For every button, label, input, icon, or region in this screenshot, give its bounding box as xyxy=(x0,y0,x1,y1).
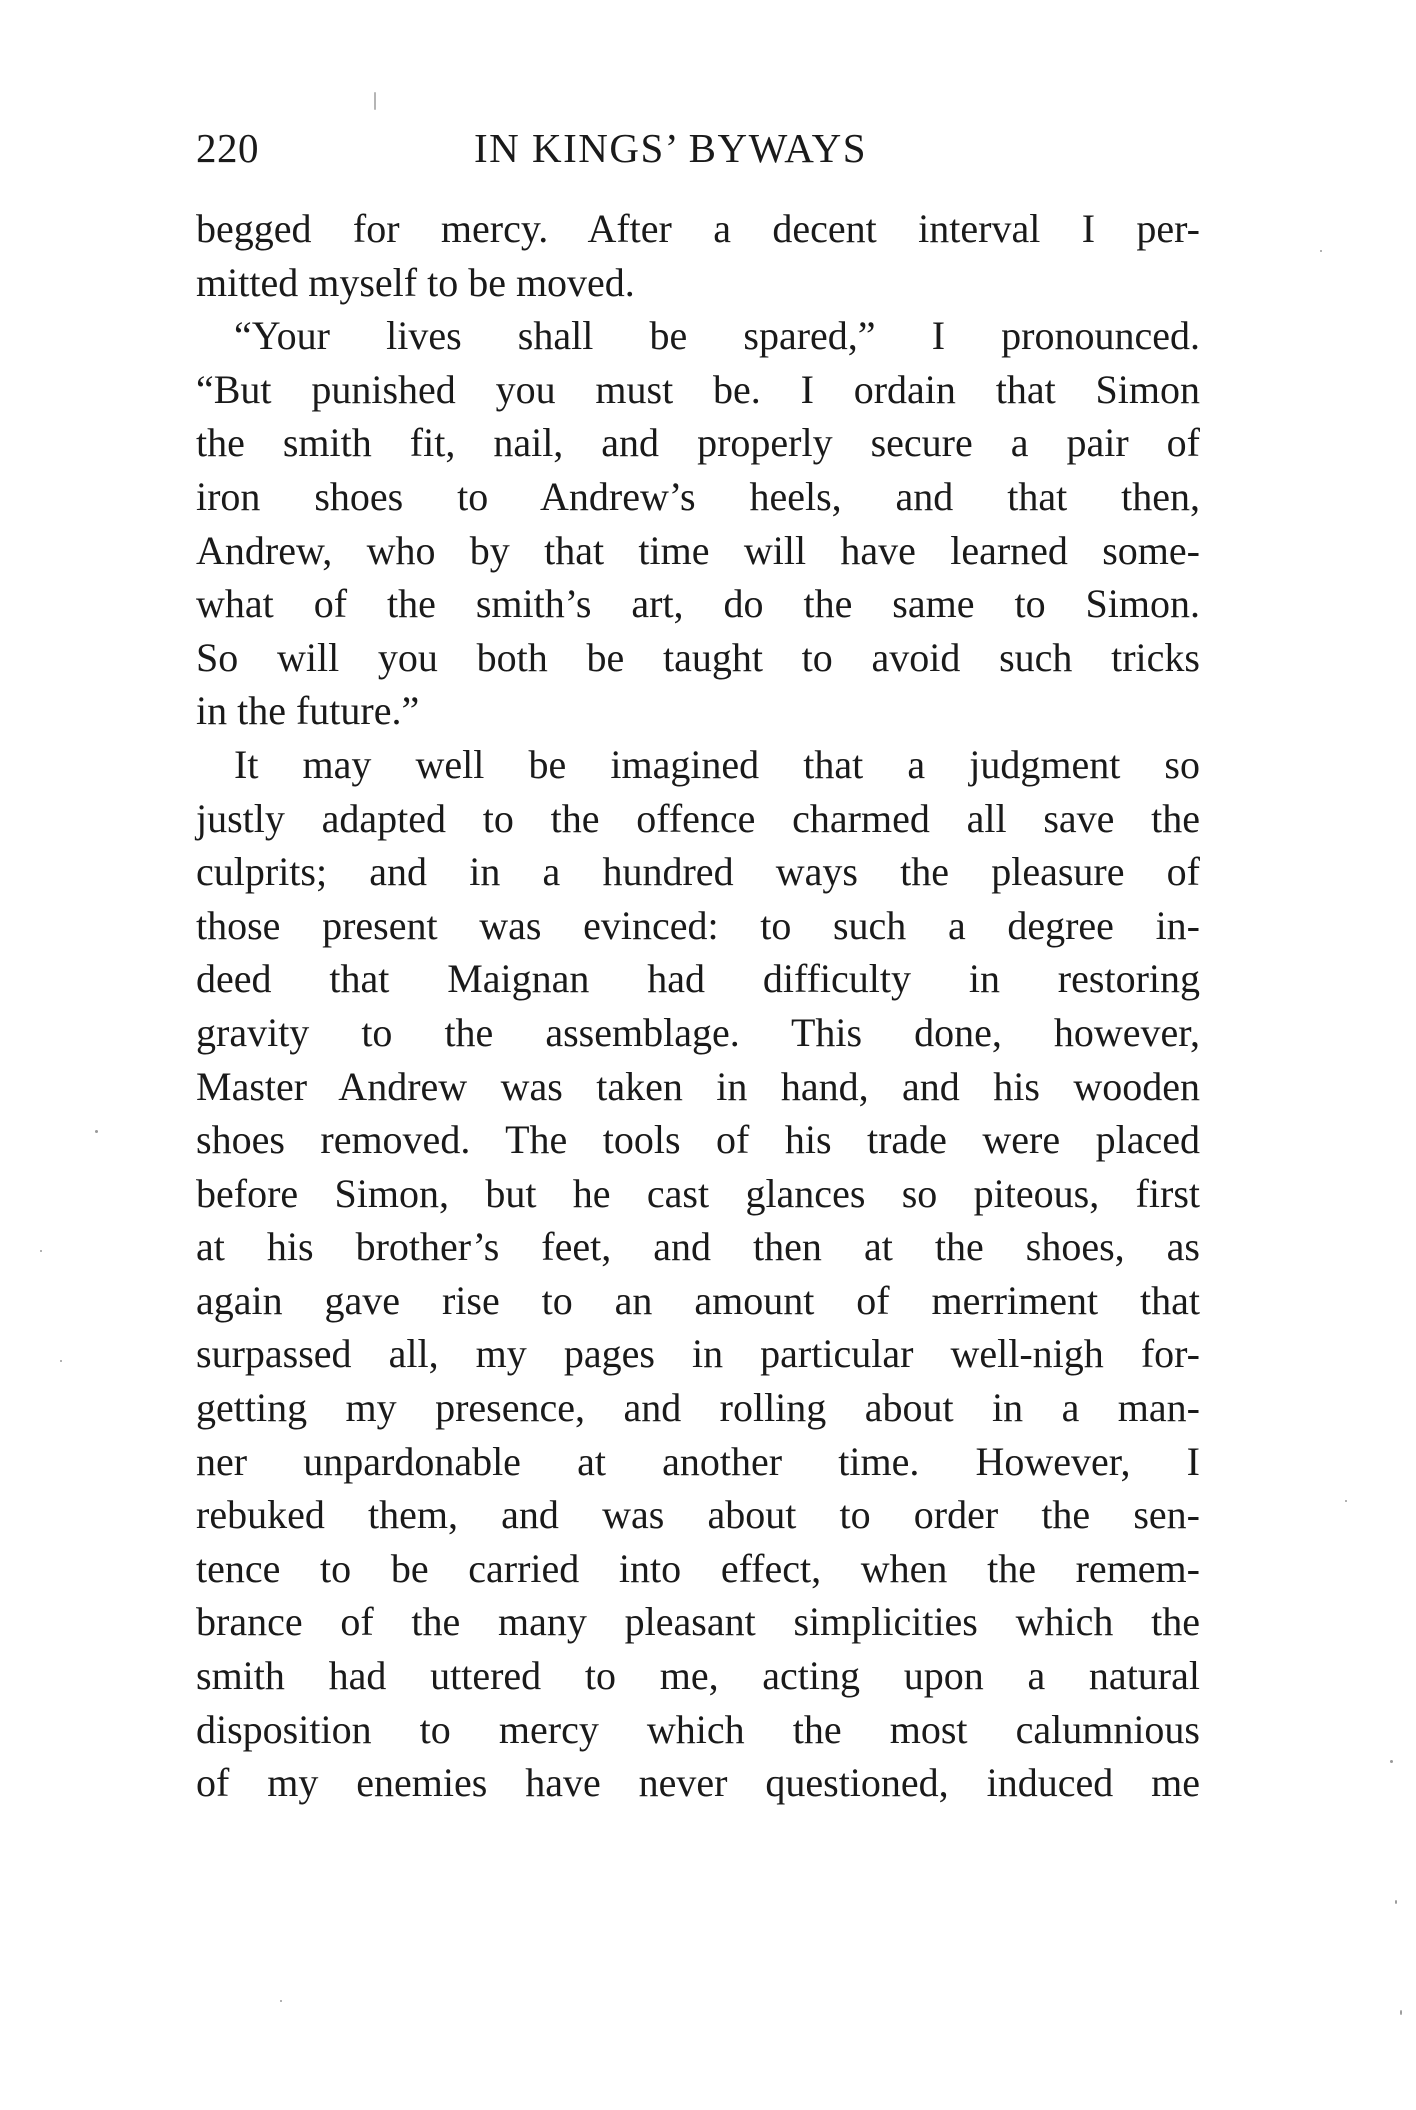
page-number: 220 xyxy=(196,125,259,171)
text-line: ner unpardonable at another time. However, I xyxy=(196,1438,1200,1484)
scan-speck xyxy=(280,2000,282,2002)
text-line: culprits; and in a hundred ways the pleasure of xyxy=(196,849,1200,895)
scan-speck xyxy=(95,1130,98,1133)
text-line: tence to be carried into effect, when the remem- xyxy=(196,1545,1200,1591)
text-line: So will you both be taught to avoid such tricks xyxy=(196,634,1200,680)
body-text xyxy=(196,202,1200,1810)
text-line: “But punished you must be. I ordain that Simon xyxy=(196,366,1200,412)
scan-speck xyxy=(40,1250,42,1252)
text-line: surpassed all, my pages in particular well-nigh for- xyxy=(196,1331,1200,1377)
text-line: again gave rise to an amount of merriment that xyxy=(196,1277,1200,1323)
scan-speck xyxy=(1320,250,1322,252)
text-line: shoes removed. The tools of his trade were placed xyxy=(196,1117,1200,1163)
text-line: Andrew, who by that time will have learned some- xyxy=(196,527,1200,573)
text-line: rebuked them, and was about to order the sen- xyxy=(196,1492,1200,1538)
running-head xyxy=(196,118,1200,178)
text-line: It may well be imagined that a judgment so xyxy=(234,741,1200,787)
text-line: before Simon, but he cast glances so piteous, first xyxy=(196,1170,1200,1216)
text-line: the smith fit, nail, and properly secure a pair of xyxy=(196,420,1200,466)
text-line: “Your lives shall be spared,” I pronounced. xyxy=(234,313,1200,359)
text-line: what of the smith’s art, do the same to Simon. xyxy=(196,581,1200,627)
running-title: IN KINGS’ BYWAYS xyxy=(474,125,868,171)
scan-speck xyxy=(1345,1500,1347,1502)
text-line: at his brother’s feet, and then at the shoes, as xyxy=(196,1224,1200,1270)
text-line: those present was evinced: to such a degree in- xyxy=(196,902,1200,948)
scan-speck xyxy=(60,1360,62,1362)
text-line: Master Andrew was taken in hand, and his wooden xyxy=(196,1063,1200,1109)
text-line: getting my presence, and rolling about in a man- xyxy=(196,1385,1200,1431)
scan-speck xyxy=(1390,1760,1393,1763)
text-line: justly adapted to the offence charmed all save the xyxy=(196,795,1200,841)
scan-speck xyxy=(374,92,376,110)
text-line: iron shoes to Andrew’s heels, and that then, xyxy=(196,473,1200,519)
text-line: in the future.” xyxy=(196,688,420,734)
text-line: mitted myself to be moved. xyxy=(196,259,635,305)
text-line: smith had uttered to me, acting upon a natural xyxy=(196,1653,1200,1699)
text-line: of my enemies have never questioned, induced me xyxy=(196,1760,1200,1806)
scan-speck xyxy=(1400,2010,1402,2015)
text-line: disposition to mercy which the most calumnious xyxy=(196,1706,1200,1752)
text-line: deed that Maignan had difficulty in restoring xyxy=(196,956,1200,1002)
text-line: brance of the many pleasant simplicities which the xyxy=(196,1599,1200,1645)
text-line: begged for mercy. After a decent interval I per- xyxy=(196,206,1200,251)
scan-speck xyxy=(1395,1900,1397,1904)
text-line: gravity to the assemblage. This done, however, xyxy=(196,1009,1200,1055)
